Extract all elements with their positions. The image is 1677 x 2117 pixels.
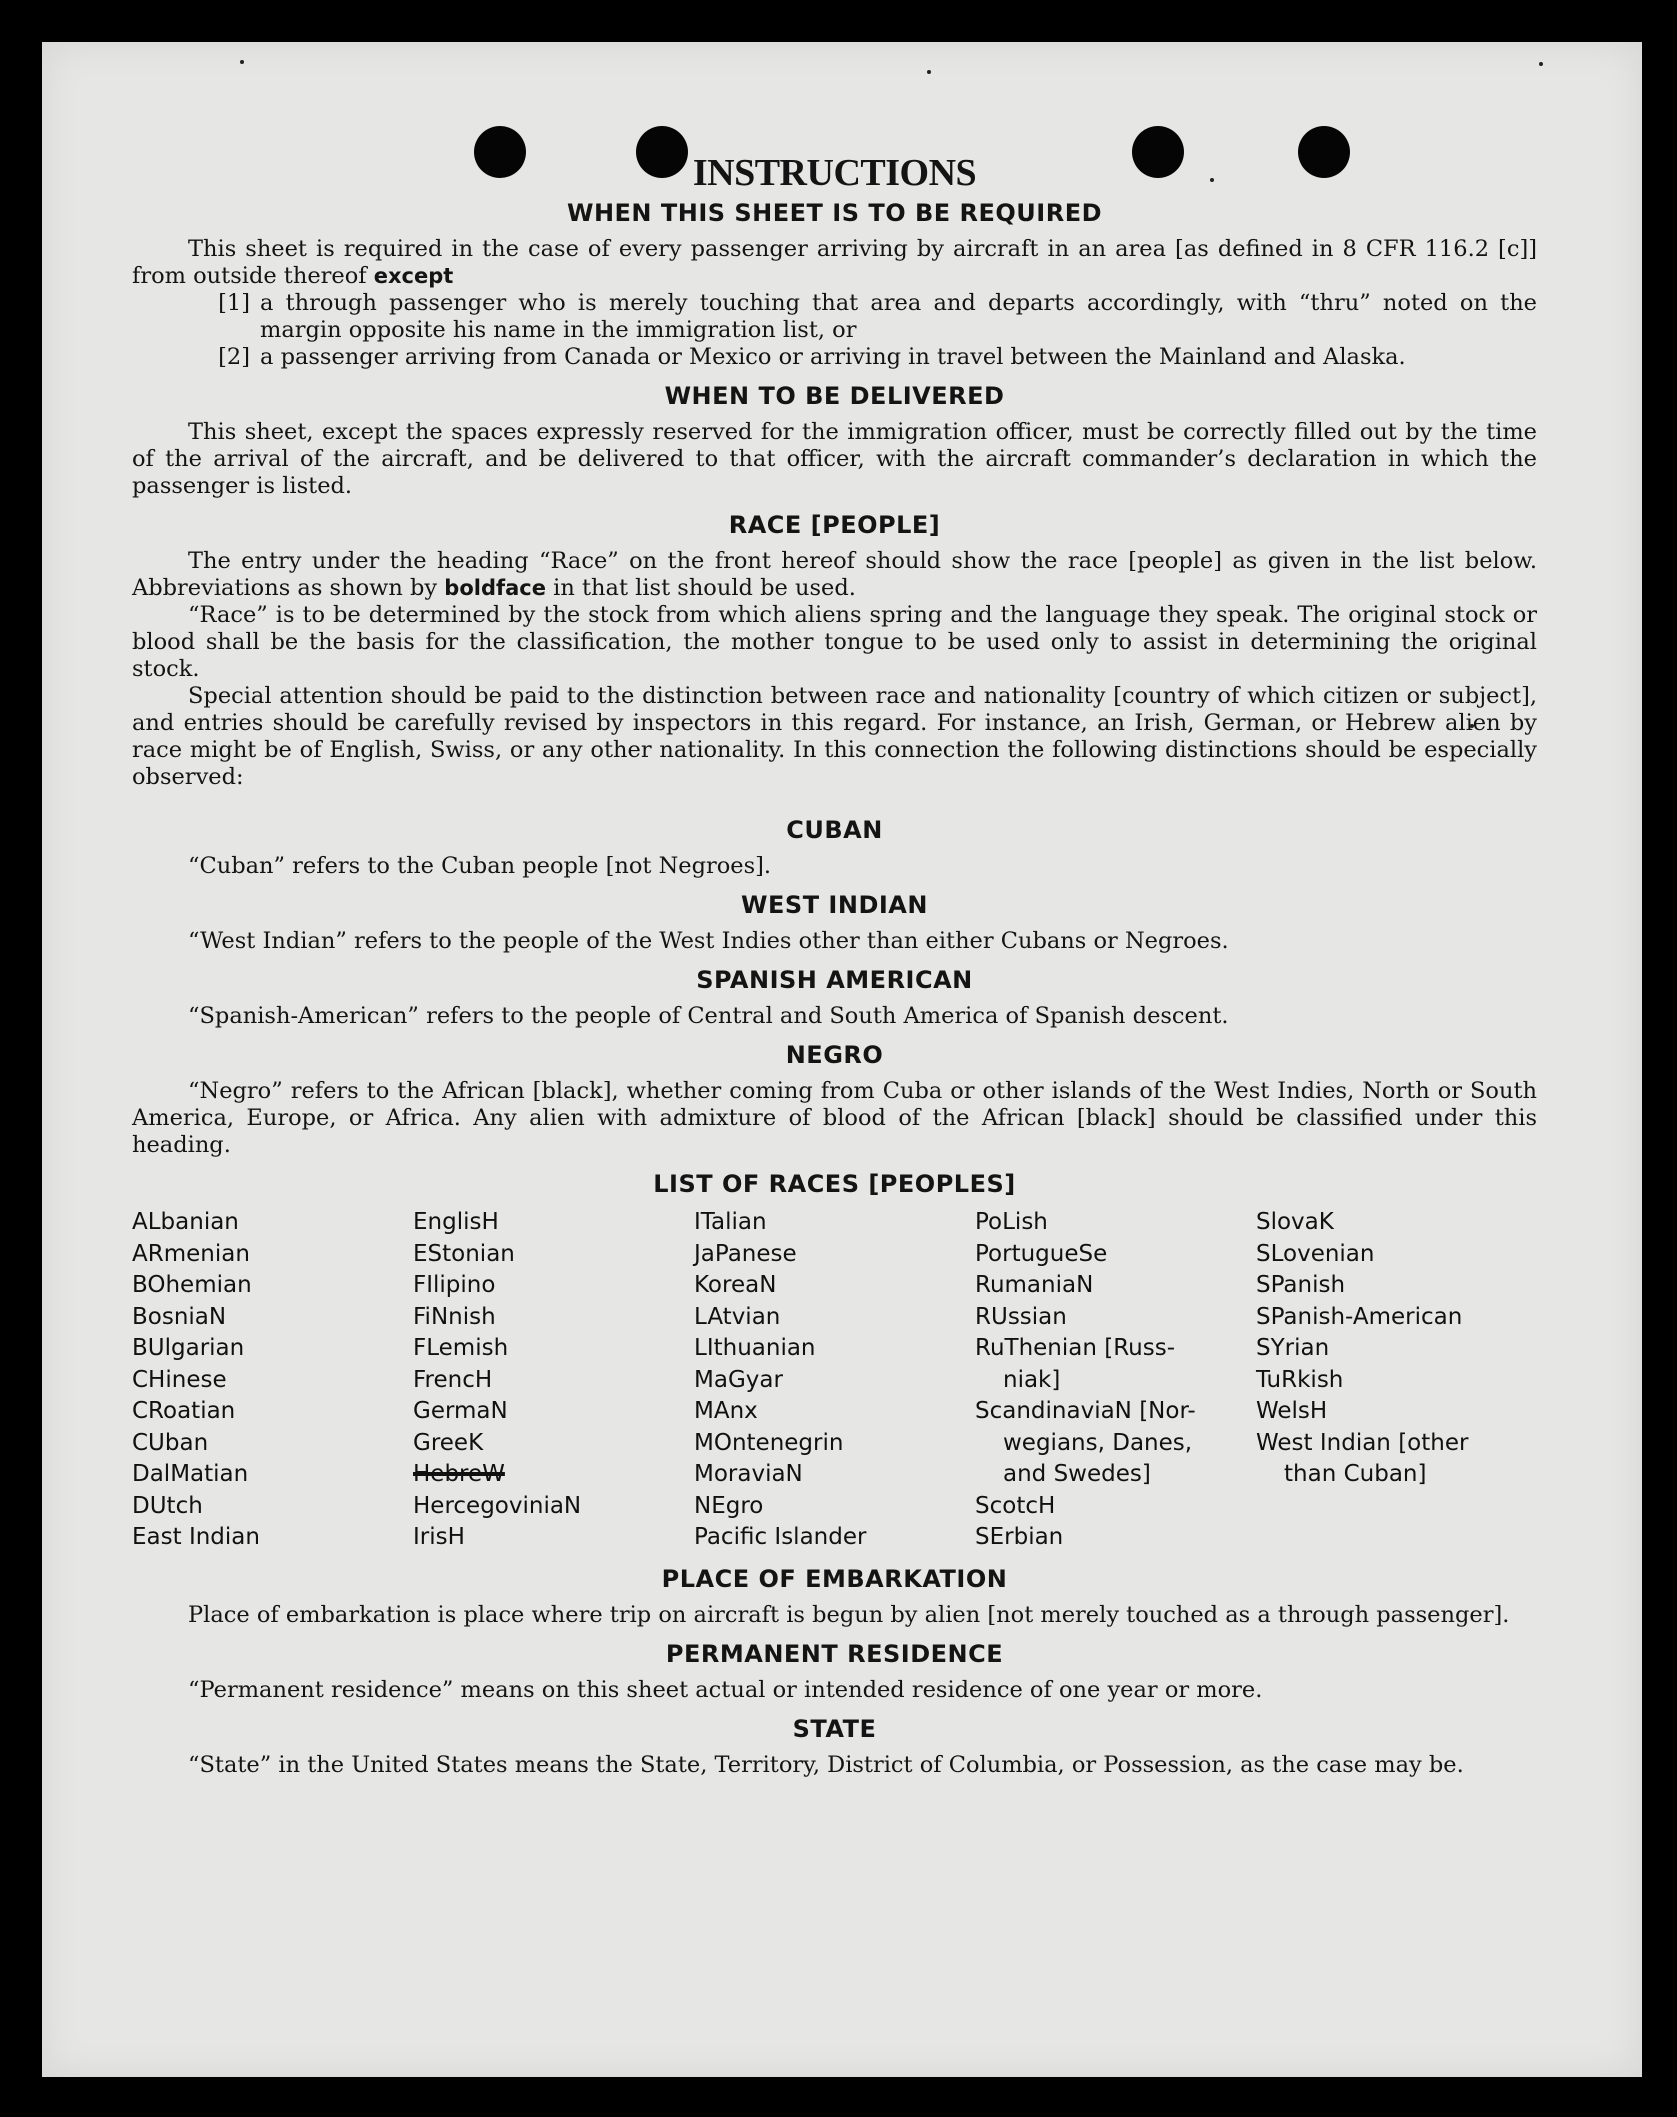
paragraph-text: The entry under the heading “Race” on the front hereof should show the race [people] as given in the list below. Abbreviations as shown by xyxy=(132,548,1537,601)
heading-west-indian: WEST INDIAN xyxy=(741,891,928,919)
race-entry-continued: and Swedes] xyxy=(1003,1461,1151,1487)
paragraph-text: This sheet is required in the case of every passenger arriving by aircraft in an area [as defined in 8 CFR 116.2 [c]] from outside thereof xyxy=(132,236,1537,289)
heading-race: RACE [PEOPLE] xyxy=(728,511,941,539)
heading-state: STATE xyxy=(792,1714,877,1743)
paragraph-embarkation: Place of embarkation is place where trip on aircraft is begun by alien [not merely touched as a through passenger]. xyxy=(188,1601,1510,1628)
list-item xyxy=(132,344,1537,371)
race-column-2 xyxy=(413,1207,694,1554)
race-entry: DUtch xyxy=(132,1492,203,1519)
race-entry-continued: niak] xyxy=(1003,1366,1061,1393)
race-entry: EnglisH xyxy=(413,1209,499,1235)
race-entry: ScotcH xyxy=(975,1492,1056,1519)
race-entry: FIlipino xyxy=(413,1272,496,1298)
heading-permanent-residence: PERMANENT RESIDENCE xyxy=(665,1639,1004,1668)
race-list xyxy=(132,1207,1537,1554)
speck xyxy=(927,70,931,74)
race-entry: ALbanian xyxy=(132,1209,239,1235)
race-entry: HercegoviniaN xyxy=(413,1492,582,1519)
heading-when-delivered: WHEN TO BE DELIVERED xyxy=(664,382,1005,410)
race-entry: FLemish xyxy=(413,1335,509,1361)
race-column-3 xyxy=(694,1207,975,1554)
document-page xyxy=(42,42,1642,2077)
race-entry: BUlgarian xyxy=(132,1335,245,1361)
heading-cuban: CUBAN xyxy=(786,816,883,844)
paragraph-negro: “Negro” refers to the African [black], whether coming from Cuba or other islands of the West Indies, North or South America, Europe, or Africa. Any alien with admixture of blood of the African [black] should be classified under this heading. xyxy=(132,1078,1537,1158)
page-title: INSTRUCTIONS xyxy=(692,152,977,194)
race-entry: MoraviaN xyxy=(694,1461,803,1487)
race-entry: FiNnish xyxy=(413,1303,496,1330)
race-entry: GermaN xyxy=(413,1398,508,1424)
race-entry: MOntenegrin xyxy=(694,1429,844,1456)
paragraph-cuban: “Cuban” refers to the Cuban people [not Negroes]. xyxy=(188,853,772,879)
item-number: [2] xyxy=(218,344,250,370)
race-entry: RuThenian [Russ- xyxy=(975,1335,1176,1361)
race-entry: West Indian [other xyxy=(1256,1429,1469,1456)
race-entry: BOhemian xyxy=(132,1272,252,1298)
race-entry: SLovenian xyxy=(1256,1240,1375,1267)
race-entry: ScandinaviaN [Nor- xyxy=(975,1398,1196,1424)
paragraph-spanish-american: “Spanish-American” refers to the people of Central and South America of Spanish descent. xyxy=(188,1003,1229,1029)
race-entry: East Indian xyxy=(132,1524,260,1550)
bold-boldface: boldface xyxy=(444,576,546,600)
race-entry: ITalian xyxy=(694,1209,767,1235)
race-entry: CHinese xyxy=(132,1366,227,1393)
paragraph-race-2: “Race” is to be determined by the stock from which aliens spring and the language they speak. The original stock or blood shall be the basis for the classification, the mother tongue to be used only to assist in determining the original stock. xyxy=(132,602,1537,682)
heading-when-required: WHEN THIS SHEET IS TO BE REQUIRED xyxy=(566,199,1103,227)
race-entry: CRoatian xyxy=(132,1398,236,1424)
paragraph-state: “State” in the United States means the State, Territory, District of Columbia, or Possession, as the case may be. xyxy=(188,1751,1464,1778)
race-entry: GreeK xyxy=(413,1429,484,1456)
race-entry: LAtvian xyxy=(694,1303,781,1330)
race-entry: PortugueSe xyxy=(975,1240,1108,1267)
race-entry: IrisH xyxy=(413,1524,465,1550)
heading-spanish-american: SPANISH AMERICAN xyxy=(696,966,973,994)
race-entry: ARmenian xyxy=(132,1240,250,1267)
race-entry: SErbian xyxy=(975,1524,1064,1550)
race-entry: RumaniaN xyxy=(975,1272,1094,1298)
paragraph-when-required xyxy=(132,236,1537,290)
speck xyxy=(240,60,244,64)
heading-embarkation: PLACE OF EMBARKATION xyxy=(661,1564,1008,1593)
race-entry: WelsH xyxy=(1256,1398,1328,1424)
paragraph-text: in that list should be used. xyxy=(553,575,856,601)
paragraph-permanent-residence: “Permanent residence” means on this sheet actual or intended residence of one year or more. xyxy=(188,1676,1263,1703)
paragraph-west-indian: “West Indian” refers to the people of the West Indies other than either Cubans or Negroes. xyxy=(188,928,1229,954)
speck xyxy=(1539,62,1543,66)
race-column-5 xyxy=(1256,1207,1537,1554)
paragraph-race-3 xyxy=(132,683,1537,791)
race-entry: SPanish-American xyxy=(1256,1303,1463,1330)
item-number: [1] xyxy=(218,290,250,316)
paragraph-when-delivered: This sheet, except the spaces expressly reserved for the immigration officer, must be correctly filled out by the time of the arrival of the aircraft, and be delivered to that officer, with the aircraft commander’s declaration in which the passenger is listed. xyxy=(132,419,1537,499)
race-entry: RUssian xyxy=(975,1303,1067,1330)
race-entry: PoLish xyxy=(975,1209,1048,1235)
race-entry: MaGyar xyxy=(694,1366,783,1393)
paragraph-text: For instance, an Irish, German, or Hebrew alien by race might be of English, Swiss, or any other nationality. In this connection the following distinctions should be especially observed: xyxy=(132,710,1537,790)
race-entry: DalMatian xyxy=(132,1461,249,1487)
race-entry-struck: HebreW xyxy=(413,1461,505,1487)
race-column-4 xyxy=(975,1207,1256,1554)
race-entry: CUban xyxy=(132,1429,209,1456)
document-body xyxy=(132,150,1537,1779)
race-entry: Pacific Islander xyxy=(694,1524,867,1550)
race-entry: FrencH xyxy=(413,1366,493,1393)
race-column-1 xyxy=(132,1207,413,1554)
item-text: a through passenger who is merely touching that area and departs accordingly, with “thru” noted on the margin opposite his name in the immigration list, or xyxy=(260,290,1537,343)
race-entry: LIthuanian xyxy=(694,1335,816,1361)
race-entry: TuRkish xyxy=(1256,1366,1344,1393)
heading-list-of-races: LIST OF RACES [PEOPLES] xyxy=(653,1170,1016,1198)
list-item xyxy=(132,290,1537,344)
race-entry: MAnx xyxy=(694,1398,758,1424)
item-text: a passenger arriving from Canada or Mexico or arriving in travel between the Mainland and Alaska. xyxy=(260,344,1406,370)
race-entry: SlovaK xyxy=(1256,1209,1334,1235)
bold-except: except xyxy=(373,264,454,288)
race-entry: NEgro xyxy=(694,1492,764,1519)
paragraph-race-1 xyxy=(132,548,1537,602)
race-entry-continued: than Cuban] xyxy=(1284,1461,1427,1487)
race-entry: SYrian xyxy=(1256,1335,1330,1361)
race-entry: BosniaN xyxy=(132,1303,227,1330)
race-entry: SPanish xyxy=(1256,1272,1346,1298)
race-entry-continued: wegians, Danes, xyxy=(1003,1429,1193,1456)
race-entry: JaPanese xyxy=(694,1240,797,1267)
race-entry: EStonian xyxy=(413,1240,515,1267)
heading-negro: NEGRO xyxy=(785,1041,884,1069)
paragraph-text: Special attention should be paid to the distinction between race and nationality [country of which citizen or subject], and entries should be carefully revised by inspectors in this regard. xyxy=(132,683,1537,736)
race-entry: KoreaN xyxy=(694,1272,777,1298)
